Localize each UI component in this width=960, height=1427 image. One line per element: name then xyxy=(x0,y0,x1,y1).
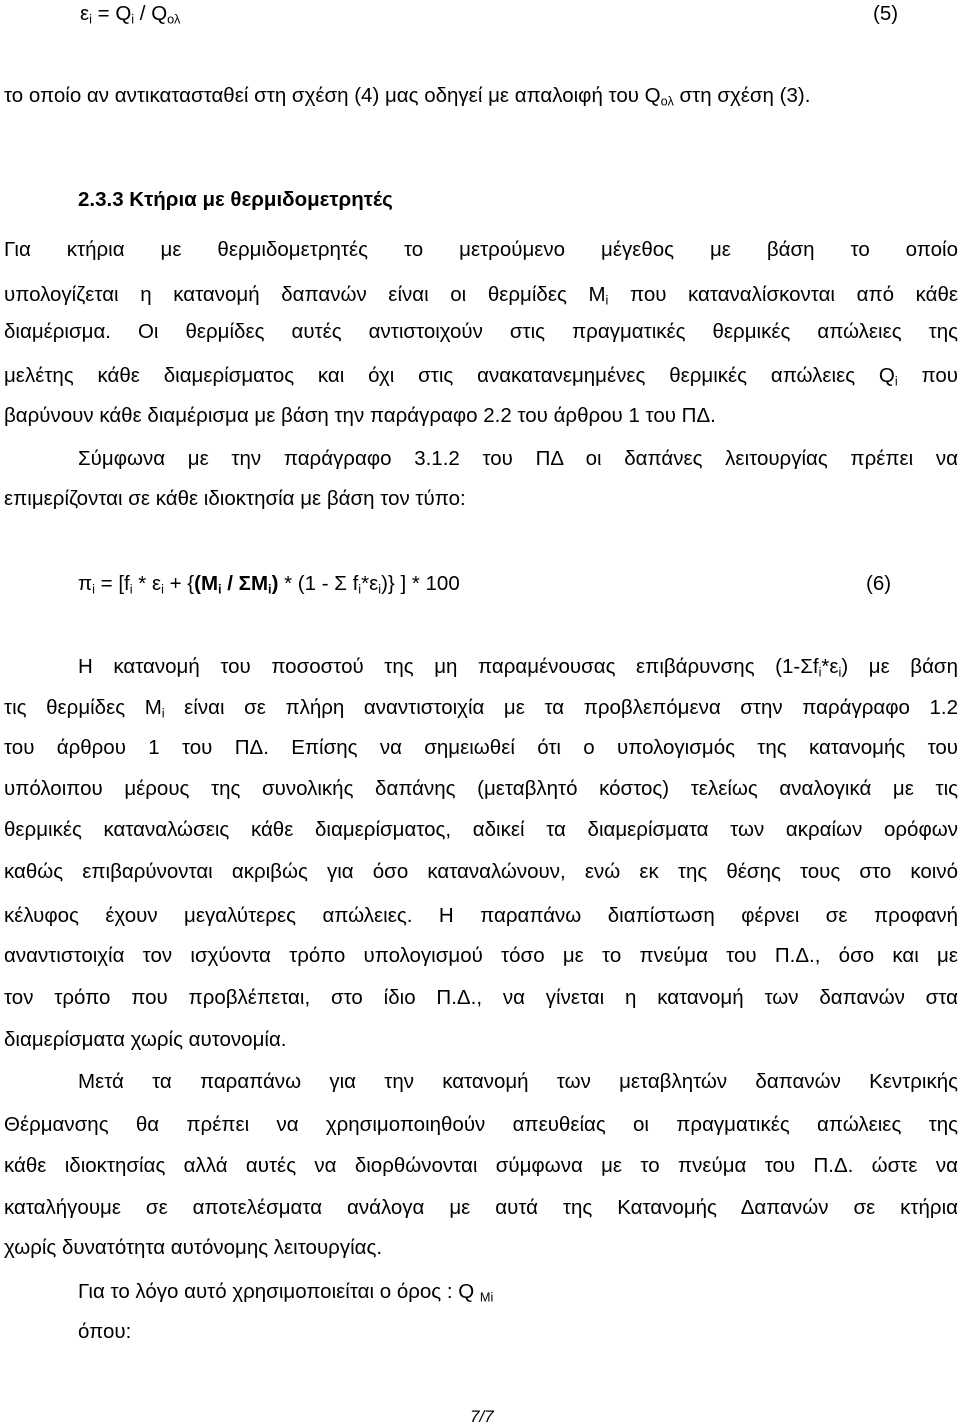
eq6-text: *ε xyxy=(361,572,379,595)
text-run: που καταναλίσκονται από κάθε xyxy=(608,283,958,306)
equation-6 xyxy=(78,572,460,596)
text-run: *ε xyxy=(821,655,839,678)
eq6-text: )} ] * 100 xyxy=(381,572,460,595)
paragraph-line: διαμερίσματα χωρίς αυτονομία. xyxy=(4,1028,287,1051)
eq6-sub: i xyxy=(268,581,272,597)
paragraph-line: Σύμφωνα με την παράγραφο 3.1.2 του ΠΔ οι δαπάνες λειτουργίας πρέπει να xyxy=(78,447,958,470)
paragraph-line: Για κτήρια με θερμιδομετρητές το μετρούμενο μέγεθος με βάση το οποίο xyxy=(4,238,958,261)
eq6-sub: i xyxy=(358,581,362,597)
eq5-sub: i xyxy=(89,11,92,27)
paragraph-line: διαμέρισμα. Οι θερμίδες αυτές αντιστοιχούν στις πραγματικές θερμικές απώλειες της xyxy=(4,320,958,343)
paragraph-line: βαρύνουν κάθε διαμέρισμα με βάση την παράγραφο 2.2 του άρθρου 1 του ΠΔ. xyxy=(4,404,716,427)
eq5-sub: ολ xyxy=(167,11,181,27)
eq6-sub: i xyxy=(378,581,382,597)
text-run: το οποίο αν αντικατασταθεί στη σχέση (4) μας οδηγεί με απαλοιφή του Q xyxy=(4,84,661,107)
page-number: 7/7 xyxy=(470,1407,494,1426)
paragraph-line: επιμερίζονται σε κάθε ιδιοκτησία με βάση τον τύπο: xyxy=(4,487,466,510)
text-run: στη σχέση (3). xyxy=(673,84,811,107)
eq6-sub: i xyxy=(129,581,133,597)
section-heading: 2.3.3 Κτήρια με θερμιδομετρητές xyxy=(78,188,393,211)
subscript: i xyxy=(838,664,842,680)
paragraph-line xyxy=(4,364,958,388)
paragraph-line xyxy=(78,1280,493,1304)
subscript: Mi xyxy=(479,1289,494,1305)
paragraph-line: καθώς επιβαρύνονται ακριβώς για όσο καταναλώνουν, ενώ εκ της θέσης τους στο κοινό xyxy=(4,860,958,883)
eq6-text: * ε xyxy=(132,572,162,595)
text-run: ) με βάση xyxy=(841,655,958,678)
eq6-text: + { xyxy=(163,572,195,595)
paragraph-line: όπου: xyxy=(78,1320,132,1343)
paragraph-line: του άρθρου 1 του ΠΔ. Επίσης να σημειωθεί ότι ο υπολογισμός της κατανομής του xyxy=(4,736,958,759)
eq6-sub: i xyxy=(218,581,222,597)
eq6-bold: ) xyxy=(271,572,279,595)
paragraph-line xyxy=(78,655,958,679)
text-run: Για το λόγο αυτό χρησιμοποιείται ο όρος : Q xyxy=(78,1280,480,1303)
paragraph-line xyxy=(4,283,958,307)
subscript: i xyxy=(161,705,165,721)
paragraph-line: κέλυφος έχουν μεγαλύτερες απώλειες. Η παραπάνω διαπίστωση φέρνει σε προφανή xyxy=(4,904,958,927)
eq6-sub: i xyxy=(161,581,164,597)
paragraph-line: Θέρμανσης θα πρέπει να χρησιμοποιηθούν απευθείας οι πραγματικές απώλειες της xyxy=(4,1113,958,1136)
paragraph-line xyxy=(4,84,810,108)
eq6-text: π xyxy=(78,572,93,595)
text-run: μελέτης κάθε διαμερίσματος και όχι στις ανακατανεμημένες θερμικές απώλειες Q xyxy=(4,364,895,387)
paragraph-line: καταλήγουμε σε αποτελέσματα ανάλογα με αυτά της Κατανομής Δαπανών σε κτήρια xyxy=(4,1196,958,1219)
eq5-text: = Q xyxy=(91,2,132,25)
text-run: είναι σε πλήρη αναντιστοιχία με τα προβλεπόμενα στην παράγραφο 1.2 xyxy=(164,696,958,719)
paragraph-line: υπόλοιπου μέρους της συνολικής δαπάνης (μεταβλητό κόστος) τελείως αναλογικά με τις xyxy=(4,777,958,800)
paragraph-line: χωρίς δυνατότητα αυτόνομης λειτουργίας. xyxy=(4,1236,383,1259)
eq5-text: / Q xyxy=(134,2,168,25)
eq6-text: * (1 - Σ f xyxy=(278,572,359,595)
text-run: υπολογίζεται η κατανομή δαπανών είναι οι θερμίδες M xyxy=(4,283,606,306)
text-run: τις θερμίδες M xyxy=(4,696,162,719)
eq5-sub: i xyxy=(131,11,135,27)
eq6-text: = [f xyxy=(94,572,130,595)
text-run: Η κατανομή του ποσοστού της μη παραμένουσας επιβάρυνσης (1-Σf xyxy=(78,655,819,678)
equation-5-number: (5) xyxy=(873,2,899,25)
text-run: που xyxy=(897,364,958,387)
paragraph-line: αναντιστοιχία τον ισχύοντα τρόπο υπολογισμού τόσο με το πνεύμα του Π.Δ., όσο και με xyxy=(4,944,958,967)
eq6-bold: (M xyxy=(194,572,219,595)
paragraph-line: θερμικές καταναλώσεις κάθε διαμερίσματος, αδικεί τα διαμερίσματα των ακραίων ορόφων xyxy=(4,818,958,841)
paragraph-line xyxy=(4,696,958,720)
eq5-text: ε xyxy=(80,2,90,25)
eq6-sub: i xyxy=(92,581,95,597)
subscript: i xyxy=(894,373,898,389)
subscript: ολ xyxy=(660,93,674,109)
eq6-bold: / ΣM xyxy=(221,572,269,595)
paragraph-line: κάθε ιδιοκτησίας αλλά αυτές να διορθώνονται σύμφωνα με το πνεύμα του Π.Δ. ώστε να xyxy=(4,1154,958,1177)
equation-5 xyxy=(80,2,180,26)
subscript: i xyxy=(605,292,609,308)
equation-6-number: (6) xyxy=(866,572,892,595)
subscript: i xyxy=(818,664,822,680)
paragraph-line: τον τρόπο που προβλέπεται, στο ίδιο Π.Δ., να γίνεται η κατανομή των δαπανών στα xyxy=(4,986,958,1009)
paragraph-line: Μετά τα παραπάνω για την κατανομή των μεταβλητών δαπανών Κεντρικής xyxy=(78,1070,958,1093)
